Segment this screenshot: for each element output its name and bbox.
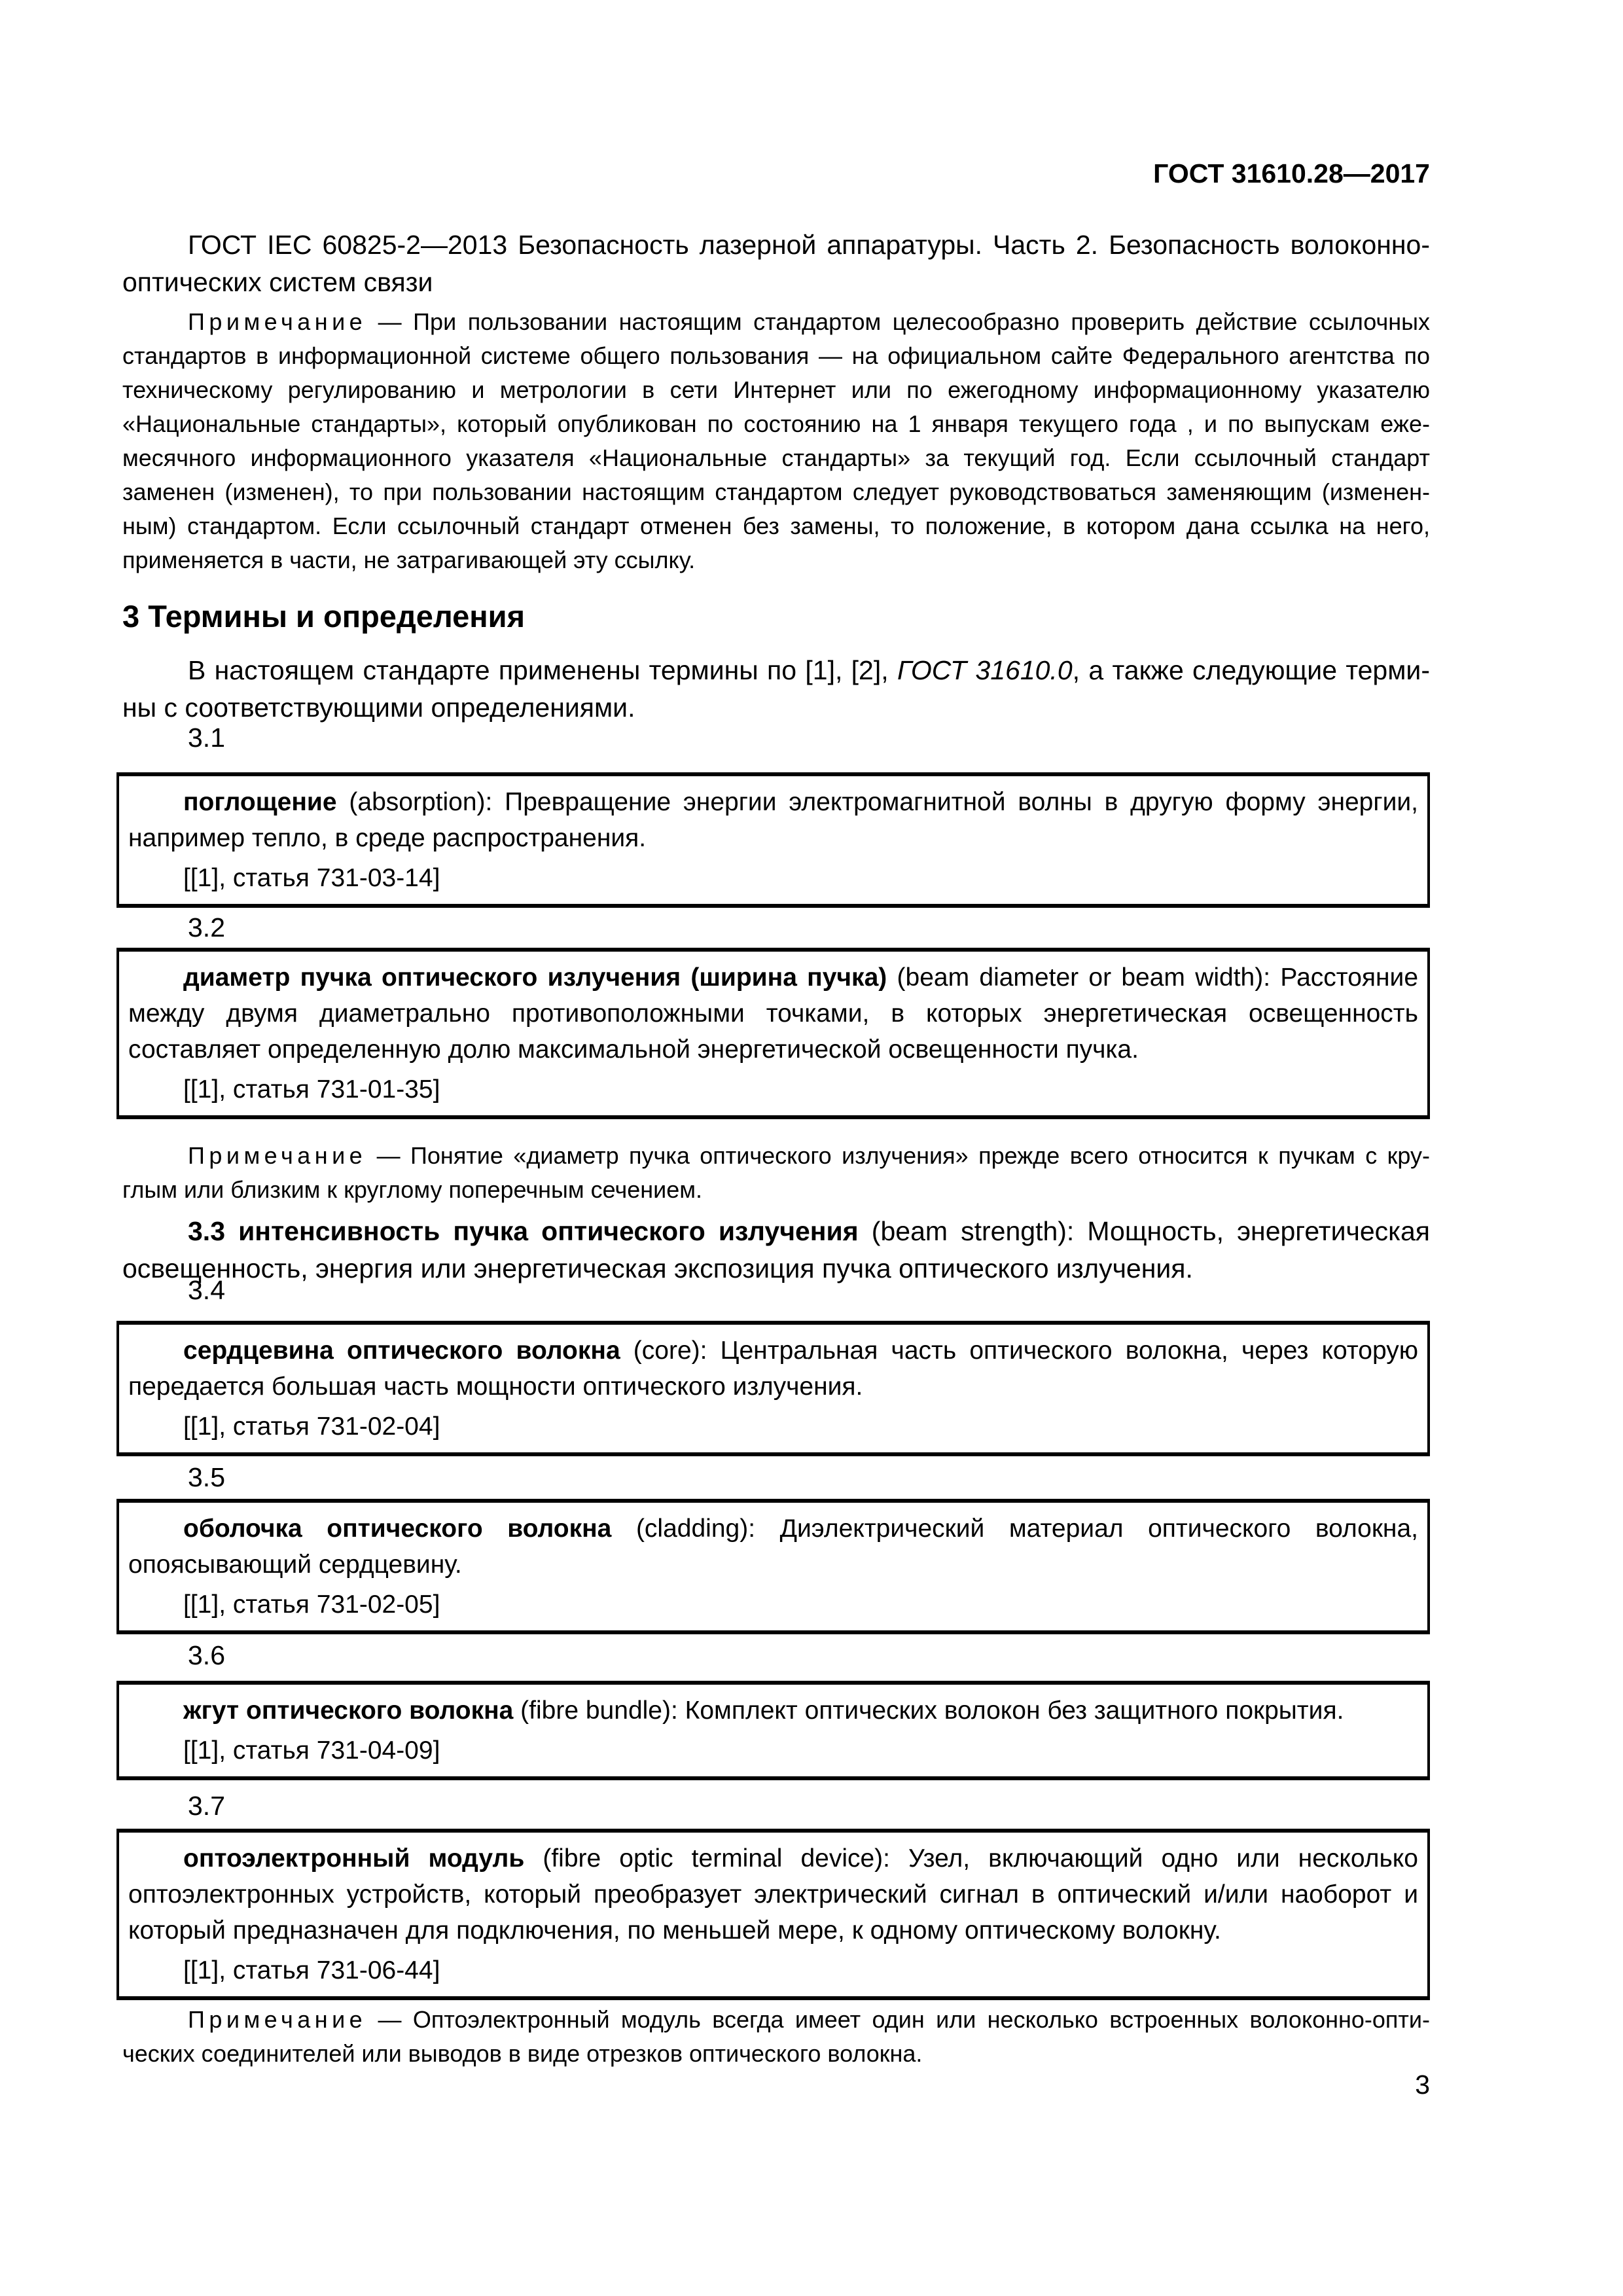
term-label-3-6: 3.6 — [188, 1640, 225, 1670]
terms-intro — [122, 652, 1430, 726]
term-definition — [128, 1333, 1418, 1405]
term-definition-text: (fibre bundle): Комплект оптических волокон без защитного покрытия. — [513, 1696, 1344, 1725]
term-definition-text: (cladding): Диэлектрический материал оптического волокна, опоясывающий сердцевину. — [128, 1515, 1418, 1579]
term-name: сердцевина оптического волокна — [183, 1336, 620, 1365]
term-definition-text: (fibre optic terminal device): Узел, включающий одно или несколько оптоэлектронных устройств, который преобразует электрический сигнал в оптический и/или наоборот и который предназначен для подключения, по меньшей мере, к одному оптическому волокну. — [128, 1844, 1419, 1945]
term-source: [[1], статья 731-02-04] — [183, 1412, 440, 1441]
term-source: [[1], статья 731-04-09] — [183, 1736, 440, 1765]
term-box-3-4 — [116, 1321, 1430, 1456]
term-name: диаметр пучка оптического излучения (ширина пучка) — [183, 963, 887, 992]
term-definition — [128, 784, 1418, 856]
term-source: [[1], статья 731-06-44] — [183, 1956, 440, 1984]
page-number: 3 — [1415, 2070, 1430, 2100]
term-source: [[1], статья 731-02-05] — [183, 1590, 440, 1619]
term-name: 3.3 интенсивность пучка оптического излучения — [188, 1216, 859, 1246]
term-label-3-7: 3.7 — [188, 1791, 225, 1821]
term-name: оптоэлектронный модуль — [183, 1844, 525, 1873]
reference-entry: ГОСТ IEC 60825-2—2013 Безопасность лазерной аппаратуры. Часть 2. Безопасность волоконно-оптических систем связи — [122, 230, 1430, 297]
term-source: [[1], статья 731-01-35] — [183, 1075, 440, 1103]
references-note — [122, 305, 1430, 577]
term-definition — [128, 1693, 1418, 1729]
term-definition-text: (core): Центральная часть оптического волокна, через которую передается большая часть мощности оптического излучения. — [128, 1336, 1418, 1401]
term-box-3-7 — [116, 1829, 1430, 2000]
term-box-3-6 — [116, 1681, 1430, 1780]
term-definition — [128, 960, 1418, 1067]
term-3-2-note — [122, 1139, 1430, 1207]
term-definition-text: (absorption): Превращение энергии электромагнитной волны в другую форму энергии, например тепло, в среде распространения. — [128, 788, 1418, 852]
note-text: — Понятие «диаметр пучка оптического излучения» прежде всего относится к пучкам с круглым или близким к круглому поперечным сечением. — [122, 1142, 1430, 1203]
term-box-3-2 — [116, 948, 1430, 1119]
note-label: Примечание — [188, 2006, 367, 2033]
term-source: [[1], статья 731-03-14] — [183, 864, 440, 892]
term-name: жгут оптического волокна — [183, 1696, 514, 1725]
term-label-3-2: 3.2 — [188, 912, 225, 942]
term-definition — [128, 1511, 1418, 1583]
term-label-3-5: 3.5 — [188, 1462, 225, 1492]
intro-text: В настоящем стандарте применены термины по [1], [2], — [188, 655, 897, 685]
note-text: — При пользовании настоящим стандартом целесообразно проверить действие ссылочных стандартов в информационной системе общего пользования — на официальном сайте Федерального агентства по техническому регулированию и метрологии в сети Интернет или по ежегодному информационному указателю «Национальные стандарты», который опубликован по состоянию на 1 января текущего года , и по выпускам ежемесячного информационного указателя «Национальные стандарты» за текущий год. Если ссылочный стандарт заменен (изменен), то при пользовании настоящим стандартом следует руководствоваться заменяющим (измененным) стандартом. Если ссылочный стандарт отменен без замены, то положение, в котором дана ссылка на него, применяется в части, не затрагивающей эту ссылку. — [122, 308, 1430, 573]
note-label: Примечание — [188, 1142, 367, 1169]
term-label-3-1: 3.1 — [188, 723, 225, 753]
term-definition-text: (beam strength): Мощность, энергетическая освещенность, энергия или энергетическая экспозиция пучка оптического излучения. — [122, 1216, 1430, 1283]
term-box-3-5 — [116, 1499, 1430, 1634]
note-label: Примечание — [188, 308, 367, 335]
intro-text-tail: , а также следующие термины с соответствующими определениями. — [122, 655, 1430, 723]
section-heading: 3 Термины и определения — [122, 599, 525, 634]
note-text: — Оптоэлектронный модуль всегда имеет один или несколько встроенных волоконно-оптических соединителей или выводов в виде отрезков оптического волокна. — [122, 2006, 1430, 2067]
term-label-3-4: 3.4 — [188, 1275, 225, 1305]
intro-standard-ref: ГОСТ 31610.0 — [897, 655, 1073, 685]
term-name: оболочка оптического волокна — [183, 1515, 612, 1543]
term-definition-text: (beam diameter or beam width): Расстояние между двумя диаметрально противоположными точками, в которых энергетическая освещенность составляет определенную долю максимальной энергетической освещенности пучка. — [128, 963, 1419, 1064]
doc-code-header: ГОСТ 31610.28—2017 — [1153, 158, 1430, 188]
term-definition — [128, 1840, 1418, 1948]
term-3-7-note — [122, 2003, 1430, 2071]
term-name: поглощение — [183, 788, 337, 816]
term-box-3-1 — [116, 772, 1430, 908]
